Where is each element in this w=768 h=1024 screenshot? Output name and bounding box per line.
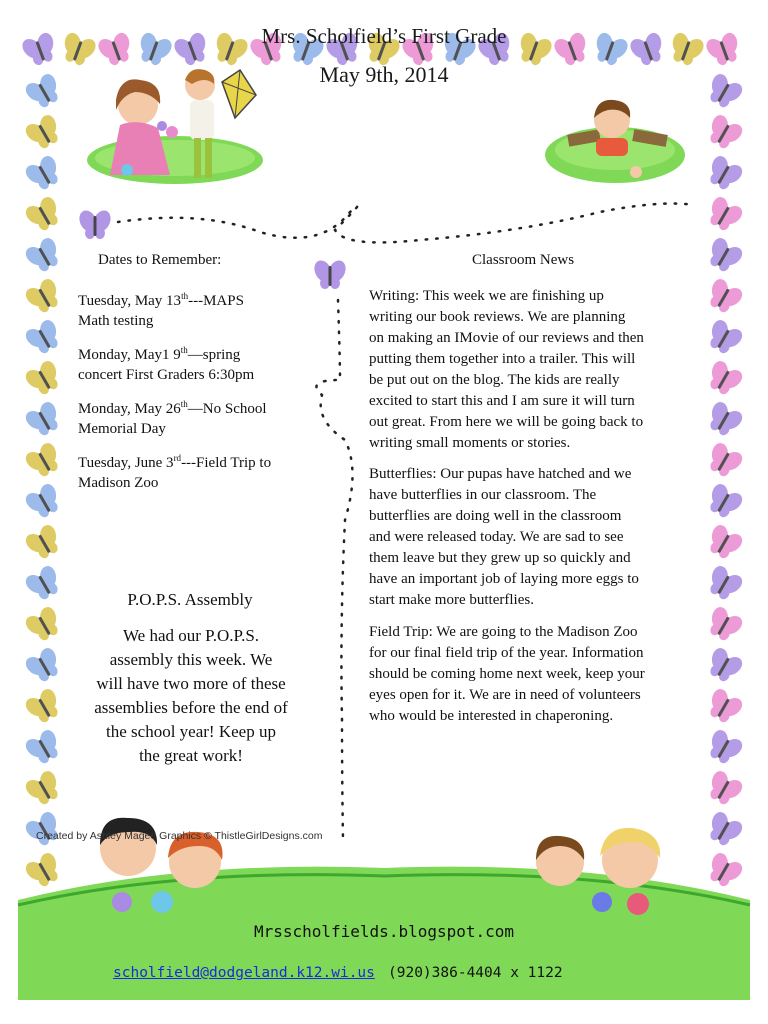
- butterfly-icon: [701, 724, 749, 770]
- news-paragraph-butterflies: Butterflies: Our pupas have hatched and we have butterflies in our classroom. The butterflies are doing well in the classroom and were released today. We are sad to see them leave but they grew up so quickly and have an important job of laying more eggs to start make more butterflies.: [369, 466, 639, 608]
- butterfly-icon: [19, 478, 67, 524]
- butterfly-icon: [19, 437, 67, 483]
- butterfly-icon: [19, 273, 67, 319]
- email-link[interactable]: scholfield@dodgeland.k12.wi.us: [113, 965, 375, 981]
- butterfly-icon: [19, 765, 67, 811]
- date-entry: Tuesday, May 13th---MAPS Math testing: [78, 291, 244, 329]
- blog-url[interactable]: Mrsscholfields.blogspot.com: [253, 922, 515, 941]
- newsletter-date: May 9th, 2014: [319, 62, 449, 87]
- butterfly-icon: [701, 109, 749, 155]
- butterfly-icon: [19, 806, 67, 852]
- butterfly-icon: [19, 150, 67, 196]
- butterfly-icon: [19, 355, 67, 401]
- butterfly-icon: [19, 191, 67, 237]
- pops-title: P.O.P.S. Assembly: [127, 590, 253, 609]
- date-entry: Monday, May1 9th—spring concert First Graders 6:30pm: [78, 345, 255, 383]
- news-paragraph-writing: Writing: This week we are finishing up writing our book reviews. We are planning on making an IMovie of our reviews and then putting them together into a trailer. This will be put out on the blog. The kids are really excited to start this and I am sure it will turn out great. From here we will be going back to writing small moments or stories.: [369, 288, 644, 451]
- butterfly-icon: [19, 232, 67, 278]
- butterfly-icon: [701, 150, 749, 196]
- date-entry: Monday, May 26th—No School Memorial Day: [78, 399, 267, 437]
- garden-boy-clipart: [545, 100, 685, 183]
- butterfly-icon: [701, 765, 749, 811]
- butterfly-icon: [701, 847, 749, 893]
- butterfly-icon: [19, 560, 67, 606]
- newsletter-title: Mrs. Scholfield’s First Grade: [261, 24, 507, 48]
- butterfly-icon: [19, 314, 67, 360]
- news-paragraph-field-trip: Field Trip: We are going to the Madison Zoo for our final field trip of the year. Information should be coming home next week, keep your eyes open for it. We are in need of volunteers who would be interested in chaperoning.: [369, 624, 645, 724]
- butterfly-icon: [19, 109, 67, 155]
- butterfly-icon: [19, 847, 67, 893]
- butterfly-icon: [701, 806, 749, 852]
- butterfly-icon: [19, 519, 67, 565]
- news-heading: Classroom News: [472, 252, 575, 268]
- pops-body: We had our P.O.P.S. assembly this week. We will have two more of these assemblies before the end of the school year! Keep up the great work!: [94, 626, 288, 765]
- butterfly-icon: [701, 191, 749, 237]
- dotted-path-top: [118, 204, 695, 243]
- credit-line: Created by Ashley Magee Graphics © ThistleGirlDesigns.com: [36, 830, 323, 842]
- butterfly-icon: [701, 232, 749, 278]
- dates-heading: Dates to Remember:: [98, 252, 222, 268]
- butterfly-icon: [19, 396, 67, 442]
- date-entry: Tuesday, June 3rd---Field Trip to Madison Zoo: [78, 453, 272, 491]
- phone-number: (920)386-4404 x 1122: [388, 965, 563, 981]
